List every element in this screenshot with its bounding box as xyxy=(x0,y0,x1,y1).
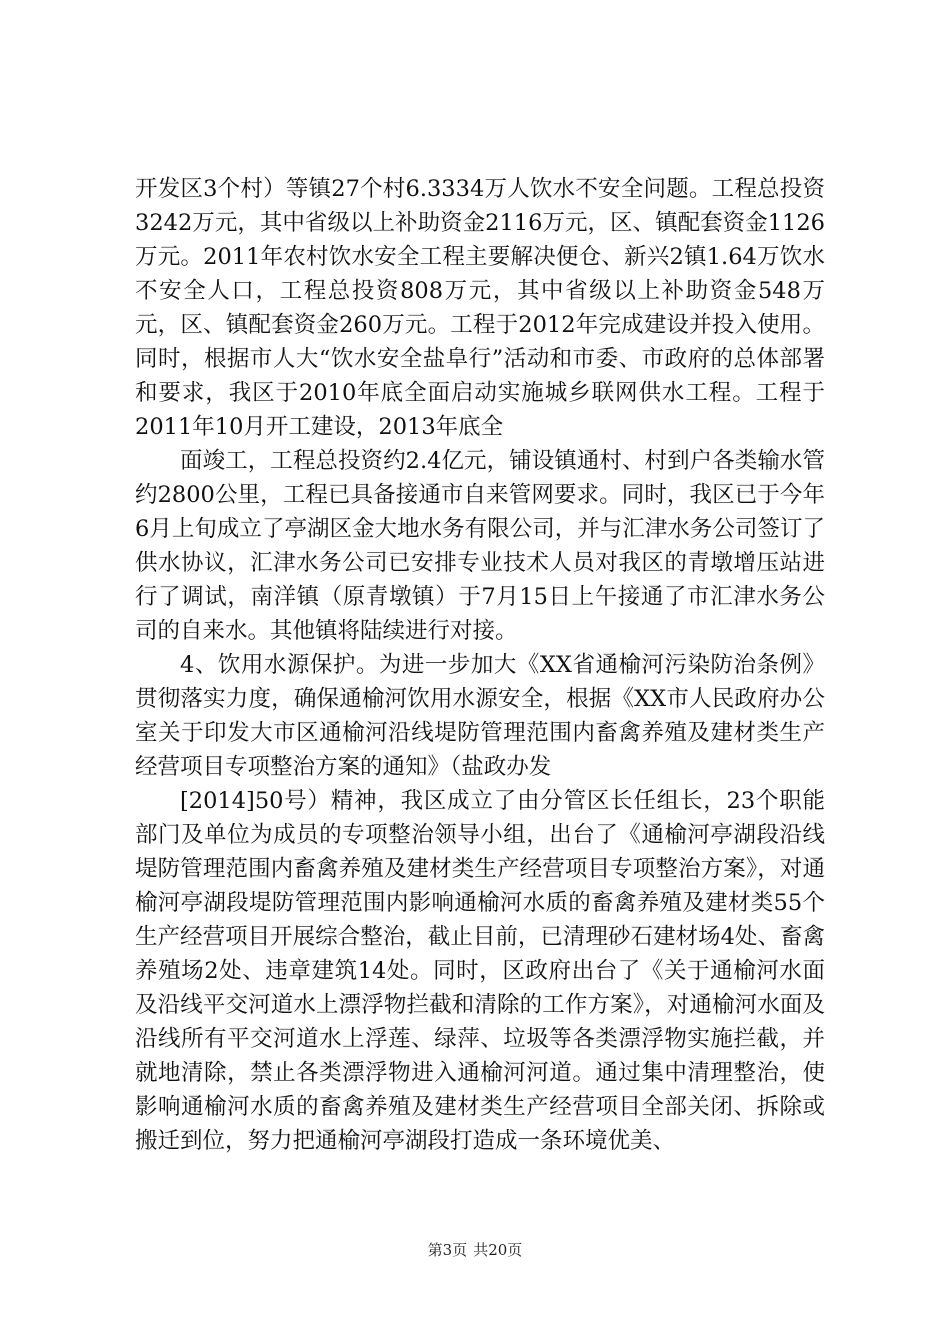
paragraph-4: [2014]50号）精神，我区成立了由分管区长任组长，23个职能部门及单位为成员的专项整治领导小组，出台了《通榆河亭湖段沿线堤防管理范围内畜禽养殖及建材类生产经营项目专项整治方案》，对通榆河亭湖段堤防管理范围内影响通榆河水质的畜禽养殖及建材类55个生产经营项目开展综合整治，截止目前，已清理砂石建材场4处、畜禽养殖场2处、违章建筑14处。同时，区政府出台了《关于通榆河水面及沿线平交河道水上漂浮物拦截和清除的工作方案》，对通榆河水面及沿线所有平交河道水上浮莲、绿萍、垃圾等各类漂浮物实施拦截，并就地清除，禁止各类漂浮物进入通榆河河道。通过集中清理整治，使影响通榆河水质的畜禽养殖及建材类生产经营项目全部关闭、拆除或搬迁到位，努力把通榆河亭湖段打造成一条环境优美、 xyxy=(135,788,825,1154)
page-footer xyxy=(0,1240,950,1260)
paragraph-1: 开发区3个村）等镇27个村6.3334万人饮水不安全问题。工程总投资3242万元，其中省级以上补助资金2116万元，区、镇配套资金1126万元。2011年农村饮水安全工程主要解决便仓、新兴2镇1.64万饮水不安全人口，工程总投资808万元，其中省级以上补助资金548万元，区、镇配套资金260万元。工程于2012年完成建设并投入使用。同时，根据市人大“饮水安全盐阜行”活动和市委、市政府的总体部署和要求，我区于2010年底全面启动实施城乡联网供水工程。工程于2011年10月开工建设，2013年底全 xyxy=(135,176,825,440)
page-total: 共20页 xyxy=(473,1241,523,1259)
paragraph-3: 4、饮用水源保护。为进一步加大《XX省通榆河污染防治条例》贯彻落实力度，确保通榆河饮用水源安全，根据《XX市人民政府办公室关于印发大市区通榆河沿线堤防管理范围内畜禽养殖及建材类生产经营项目专项整治方案的通知》（盐政办发 xyxy=(135,652,825,780)
page-number: 第3页 xyxy=(427,1241,468,1259)
document-body xyxy=(135,172,825,1158)
paragraph-2: 面竣工，工程总投资约2.4亿元，铺设镇通村、村到户各类输水管约2800公里，工程已具备接通市自来管网要求。同时，我区已于今年6月上旬成立了亭湖区金大地水务有限公司，并与汇津水务公司签订了供水协议，汇津水务公司已安排专业技术人员对我区的青墩增压站进行了调试，南洋镇（原青墩镇）于7月15日上午接通了市汇津水务公司的自来水。其他镇将陆续进行对接。 xyxy=(135,448,825,644)
